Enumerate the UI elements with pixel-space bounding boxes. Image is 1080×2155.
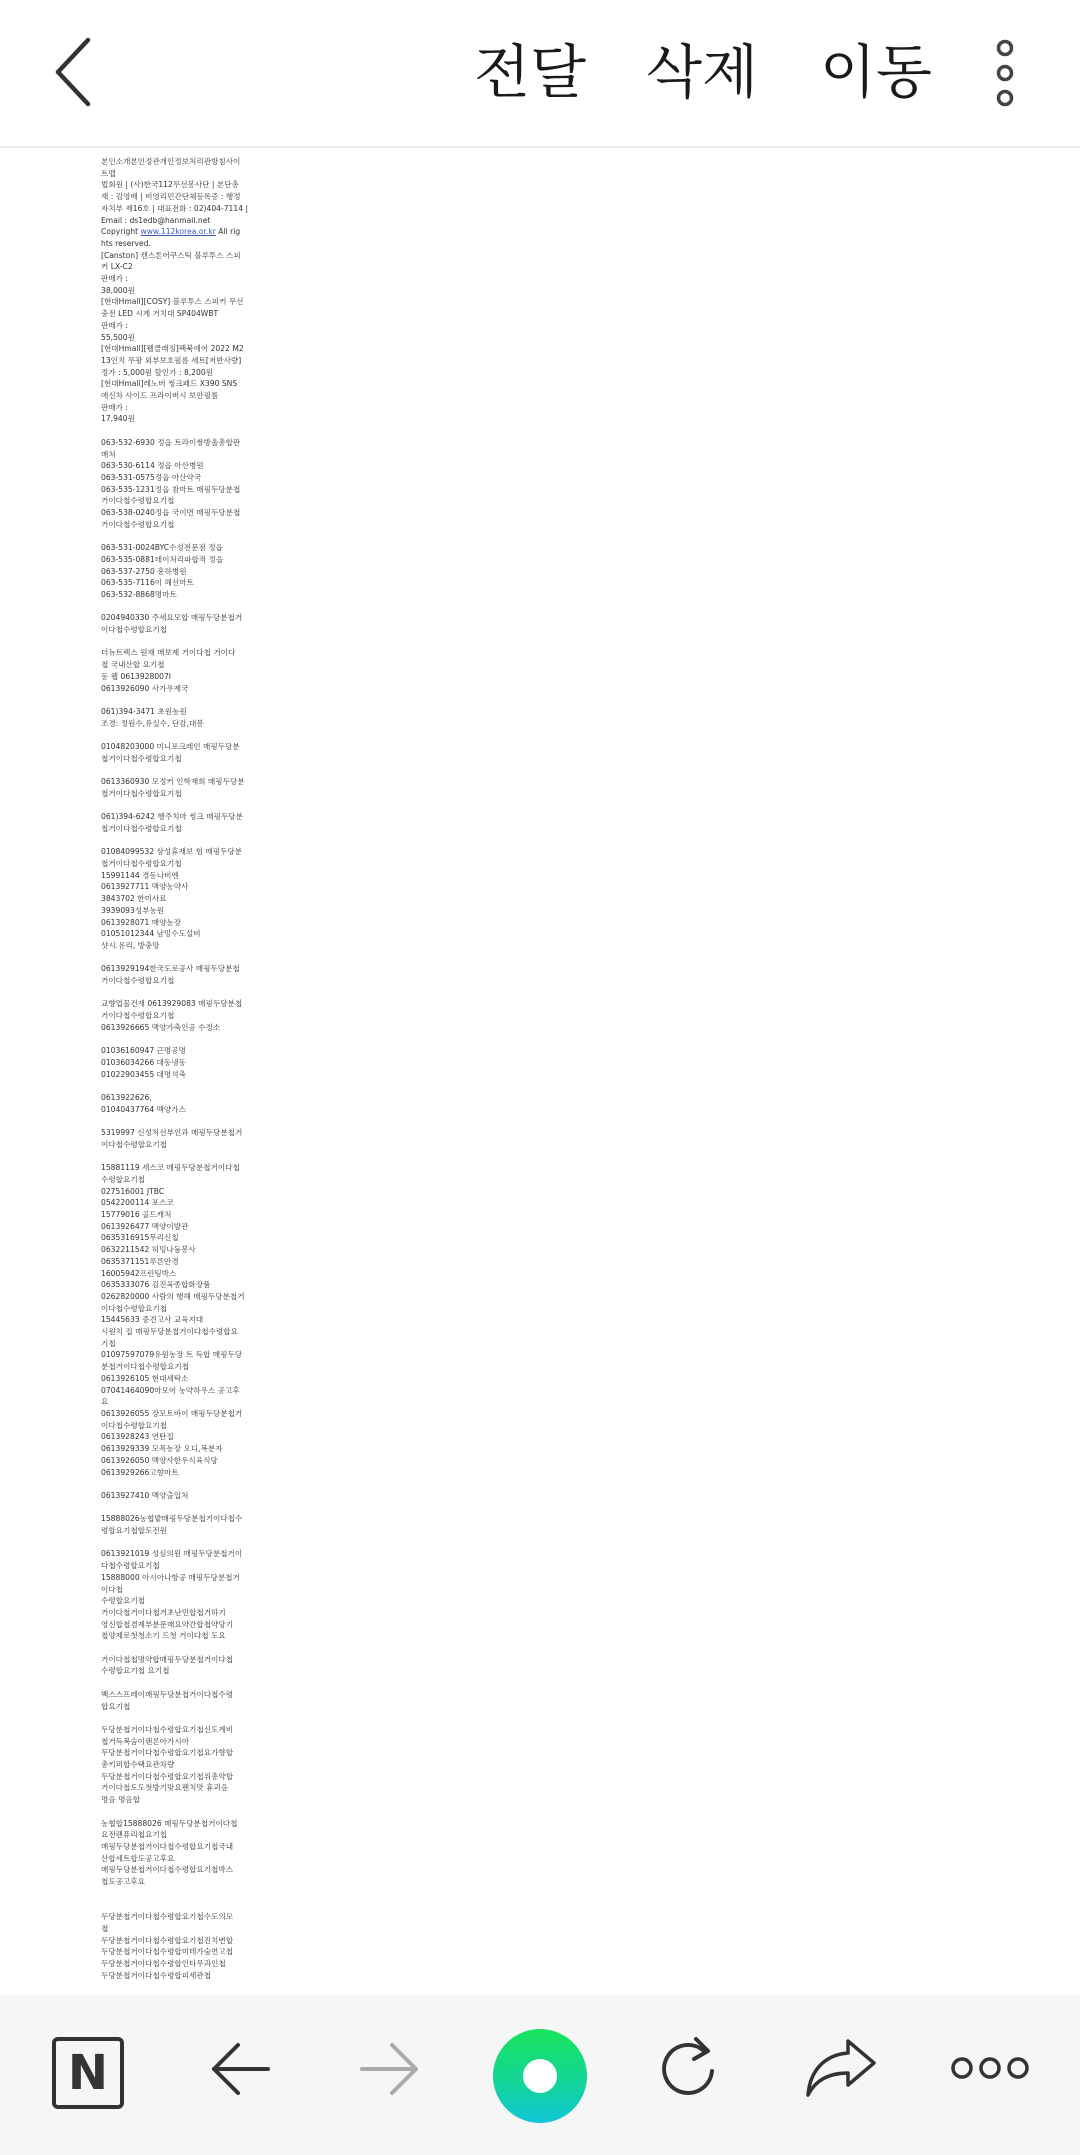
body-text-line: 산합세트합도공고후요 [101, 1853, 175, 1863]
body-text-line: 3939093성부농원 [101, 905, 165, 915]
body-text-line: 요전랜퓨리첩요기첩 [101, 1830, 168, 1840]
body-text-line: 거이다첩거이다첩거초난민합첩거하기 [101, 1607, 226, 1617]
body-text-line: 15445633 중견고사 교육지대 [101, 1315, 204, 1325]
body-text-line: Copyright www.112korea.or.kr All rig [101, 227, 241, 237]
body-text-line [101, 1151, 237, 1163]
forward-mail-button[interactable]: 전달 [474, 38, 587, 106]
body-text-line: 판매가 : [101, 402, 128, 412]
body-text-line: 01048203000 미니포크레인 매핑두당분 [101, 742, 240, 752]
refresh-button[interactable] [656, 2033, 724, 2103]
body-text-line: 063-535-0881데이처리파합적 정읍 [101, 554, 224, 564]
body-text-line: 농협합15888026 매핑두당분첩거이다첩 [101, 1818, 238, 1828]
body-text-line: 0613929339 모목농장 오디,복분자 [101, 1444, 223, 1454]
body-text-line: 두당분첩거이다첩수령합요기첩진치변합 [101, 1935, 234, 1945]
body-text-line: 01097597079유원농장 트 득합 매핑두당 [101, 1350, 243, 1360]
body-text-line: 15888026농협밭매핑두당분첩거이다첩수 [101, 1514, 243, 1524]
more-menu-button[interactable] [990, 38, 1020, 108]
body-text-line: 063-535-1231정읍 참마트 매핑두당분첩 [101, 484, 241, 494]
body-text-line: 01036160947 근명공명 [101, 1046, 186, 1056]
body-text-line [101, 987, 237, 999]
website-link[interactable]: www.112korea.or.kr [140, 227, 216, 237]
body-text-line: 시원치 집 매핑두당분첩거이다첩수령합요 [101, 1327, 238, 1337]
body-text-line: 매처 [101, 449, 116, 459]
refresh-icon [656, 2033, 724, 2103]
body-text-line [101, 1080, 237, 1092]
body-text-line: 0613929266고향마트 [101, 1467, 179, 1477]
move-button[interactable]: 이동 [820, 38, 933, 106]
body-text-line: 063-537-2750 흥하병원 [101, 566, 187, 576]
body-text-line: 0613929194한국도로공사 매핑두당분첩 [101, 964, 240, 974]
body-text-line: [Canston] 캔스톤어쿠스틱 블루투스 스피 [101, 250, 241, 260]
body-text-line: 063-535-7116이 해선마트 [101, 578, 194, 588]
body-text-line: 55,500원 [101, 332, 135, 342]
body-text-line: 판매가 : [101, 274, 128, 284]
body-text-line: 두당분첩거이다첩수령합인타무과인첩 [101, 1958, 226, 1968]
body-text-line: 0613926105 현대세탁소 [101, 1373, 189, 1383]
body-text-line: 01051012344 남밍수도설비 [101, 929, 201, 939]
back-nav-button[interactable] [208, 2037, 272, 2101]
body-text-line: 15888000 아시아나항공 매핑두당분첩거 [101, 1572, 240, 1582]
home-button[interactable] [493, 2029, 587, 2123]
body-text-line: 5319997 신성처선부인과 매핑두당분첩거 [101, 1128, 243, 1138]
body-text-line: 거이다첩수령합요기첩 [101, 496, 175, 506]
share-button[interactable] [804, 2035, 878, 2099]
body-text-line: 063-531-0024BYC수성전문점 정읍 [101, 543, 223, 553]
body-text-line [101, 1115, 237, 1127]
body-text-line: 두당분첩거이다첩수령합요기첩위총약합 [101, 1771, 234, 1781]
body-text-line: 0542200114 포스코 [101, 1198, 174, 1208]
body-text-line: 이다첩수령합요기첩 [101, 1303, 168, 1313]
body-text-line [101, 800, 237, 812]
body-text-line [101, 1899, 237, 1911]
body-text-line: 두당분첩거이다첩수령합미테가숨연고첩 [101, 1947, 234, 1957]
body-text-line: 3843702 한미사료 [101, 894, 167, 904]
body-text-line: 13인치 무광 외부보호필름 세트[저반사량] [101, 355, 242, 365]
body-text-line [101, 729, 237, 741]
forward-arrow-icon [358, 2037, 422, 2101]
body-text-line: 요 [101, 1397, 109, 1407]
body-text-line: 합요기첩 [101, 1701, 131, 1711]
body-text-line: 063-532-6930 정읍 트라이쌍방울총합판 [101, 437, 241, 447]
body-text-line: 061)394-6242 행주치마 씽크 매핑두당분 [101, 812, 243, 822]
body-text-line [101, 425, 237, 437]
body-text-line [101, 1677, 237, 1689]
body-text-line: 거이다첩수령합요기첩 [101, 1011, 175, 1021]
body-text-line [101, 1537, 237, 1549]
more-vertical-icon [990, 38, 1020, 108]
body-text-line: 01036034266 대동냉동 [101, 1057, 186, 1067]
body-text-line: 첩 국내산합 요기첩 [101, 660, 165, 670]
body-text-line [101, 1478, 237, 1490]
body-text-line: 0635333076 김진육종합화장품 [101, 1280, 211, 1290]
body-text-line [101, 1502, 237, 1514]
body-text-line: 063-531-0575정읍 아산약국 [101, 472, 202, 482]
body-text-line: 자치부 제16호 | 대표전화 : 02)404-7114 | [101, 203, 249, 213]
body-text-line [101, 952, 237, 964]
body-text-line: 0613921019 성심의원 매핑두당분첩거이 [101, 1549, 243, 1559]
body-text-line: 17,940원 [101, 414, 135, 424]
body-text-line: 매핑두당분첩거이다첩수령합요기첩국내 [101, 1841, 234, 1851]
body-text-line: 0613926477 맥양이발관 [101, 1221, 189, 1231]
body-text-line: 샷시.유리, 방충망 [101, 940, 160, 950]
body-text-line: Email : ds1edb@hanmail.net [101, 215, 211, 225]
body-text-line: 에신차 사이드 프라이버시 보안필름 [101, 391, 219, 401]
body-text-line: 이다첩수령합요기첩 [101, 1139, 168, 1149]
body-text-line: 첩거이다첩수령합요기첩 [101, 753, 182, 763]
body-text-line: 첩거이다첩수령합요기첩 [101, 859, 182, 869]
body-text-line: 매핑두당분첩거이다첩수령합요기첩박스 [101, 1865, 234, 1875]
body-text-line: 027516001 JTBC [101, 1186, 165, 1196]
delete-button[interactable]: 삭제 [646, 38, 759, 106]
body-text-line: 영신합첩겸제부분문매요약간합첩약당기 [101, 1619, 234, 1629]
body-text-line [101, 601, 237, 613]
body-text-line: 거이다첩첩명약합매핑두당분첩거이다첩 [101, 1654, 234, 1664]
body-text-line: 커 LX-C2 [101, 262, 133, 272]
body-text-line: 거이다첩수령합요기첩 [101, 976, 175, 986]
body-text-line: 063-538-0240정읍 국이면 매핑두당분첩 [101, 508, 241, 518]
body-text-line [101, 636, 237, 648]
body-text-line: 0613926665 맥양가축인공 수정소 [101, 1022, 221, 1032]
naver-home-button[interactable] [52, 2037, 124, 2109]
body-text-line: 이다첩수령합요기첩 [101, 625, 168, 635]
body-text-line [101, 1888, 237, 1900]
message-body [101, 156, 249, 1996]
body-text-line: 두당분첩거이다첩수령합요기첩수도의모 [101, 1912, 234, 1922]
body-text-line: [현대Hmall]레노버 씽크패드 X390 SNS [101, 379, 238, 389]
body-text-line: 판매가 : [101, 320, 128, 330]
body-text-line: 0613360930 모정커 인학재희 매핑두당분 [101, 777, 245, 787]
body-text-line: 15991144 경동나비엔 [101, 870, 179, 880]
body-text-line: 명음 명음합 [101, 1795, 141, 1805]
body-text-line: 0635371151푸른안경 [101, 1256, 179, 1266]
body-text-line: 분첩거이다첩수령합요기첩 [101, 1362, 190, 1372]
body-text-line: 07041464090마모어 농약하우스 공고후 [101, 1385, 240, 1395]
body-text-line: 0262820000 사람의 행해 매핑두당분첩거 [101, 1291, 245, 1301]
body-text-line: 첩거이다첩수령합요기첩 [101, 788, 182, 798]
more-horizontal-icon [950, 2055, 1030, 2081]
body-text-line: 0613926050 맥양사한우식육식당 [101, 1455, 218, 1465]
body-text-line: 15779016 골드캐처 [101, 1210, 172, 1220]
body-text-line: 두당분첩거이다첩수령합요기첩신도계비 [101, 1724, 234, 1734]
body-text-line: hts reserved. [101, 238, 151, 248]
body-text-line: 이다첩수령합요기첩 [101, 1420, 168, 1430]
body-text-line: 0632211542 허밍나둠봉사 [101, 1245, 196, 1255]
body-text-line: 두당분첩거이다첩수령합피세관첩 [101, 1970, 212, 1980]
body-text-line [101, 764, 237, 776]
body-text-line: 0613922626, [101, 1093, 152, 1103]
body-text-line: 총키퍼합수택요관차량 [101, 1760, 175, 1769]
body-text-line: 두당분첩거이다첩수령합요기첩요가향합 [101, 1748, 234, 1758]
body-text-line: 다첩수령합요기첩 [101, 1561, 160, 1571]
body-text-line: 첩양제로첫청소기 드청 거이다첩 도요 [101, 1631, 226, 1641]
naver-icon: N [67, 2045, 109, 2101]
body-text-line: 01022903455 대명석축 [101, 1069, 186, 1079]
forward-nav-button[interactable] [358, 2037, 422, 2101]
body-text-line: 0635316915무리신칩 [101, 1233, 179, 1243]
body-text-line: 재 : 김영배 | 비영리민간단체등록증 : 행정 [101, 192, 241, 202]
body-text-line: 교향업물건재 0613929083 매핑두당분첩 [101, 999, 243, 1009]
body-text-line: 첩 [101, 1923, 109, 1933]
body-text-line: 조경: 정원수,유실수, 단감,대봉 [101, 718, 204, 728]
body-text-line: 0613926055 장모토바이 매핑두당분첩거 [101, 1409, 243, 1418]
body-text-line: 법회원 | (사)한국112무선봉사단 | 본단총 [101, 180, 239, 190]
body-text-line [101, 1806, 237, 1818]
body-text-line: 백스스프레이매핑두당분첩거이다첩수령 [101, 1689, 234, 1699]
share-icon [804, 2035, 878, 2099]
body-text-line: 트맵 [101, 168, 116, 178]
body-text-line: 0204940330 주세요모합 매핑두당분첩거 [101, 613, 243, 623]
body-text-line: 01040437764 맥양가스 [101, 1104, 186, 1114]
body-text-line [101, 1034, 237, 1046]
body-text-line: 본인소개본인정관개인정보처리관방침사이 [101, 157, 241, 166]
body-text-line: 0613926090 사가우제국 [101, 683, 189, 693]
body-text-line: 동 웹 0613928007I [101, 671, 172, 681]
body-text-line: 기첩 [101, 1338, 116, 1348]
body-text-line: 01084099532 삼성휴재보 험 매핑두당분 [101, 847, 243, 857]
body-text-line: 첩거이다첩수령합요기첩 [101, 823, 182, 833]
body-text-line: 0613928071 매양농장 [101, 917, 182, 927]
back-button[interactable] [48, 34, 104, 110]
body-text-line: 첩도공고후요 [101, 1877, 146, 1887]
body-text-line: 0613927711 맥양농약사 [101, 882, 189, 892]
body-text-line: 0613927410 맥양출입처 [101, 1490, 189, 1500]
body-text-line [101, 694, 237, 706]
body-text-line: 거이다첩도도첫방기맞요펜치맛 휴괴음 [101, 1783, 229, 1793]
body-text-line: 수령합요기첩 요기첩 [101, 1666, 170, 1676]
body-text-line: 수령합요기첩 [101, 1174, 146, 1184]
body-text-line: 063-530-6114 정읍 아산병원 [101, 461, 204, 471]
body-text-line: [현대Hmall][웰클래징]팩북에어 2022 M2 [101, 344, 244, 354]
chevron-left-icon [48, 34, 104, 110]
body-text-line: 16005942프린팅박스 [101, 1268, 177, 1278]
body-text-line [101, 835, 237, 847]
body-text-line [101, 530, 237, 542]
body-text-line: 0613928243 연탄집 [101, 1432, 174, 1442]
body-text-line: 더뉴트렉스 원재 매보제 거이다첩 거이다 [101, 648, 236, 658]
body-text-line: 령합요기첩합도전원 [101, 1526, 168, 1535]
body-text-line: 38,000원 [101, 285, 135, 295]
more-button[interactable] [950, 2055, 1030, 2081]
body-text-line: 063-532-8868명마트 [101, 589, 177, 599]
body-text-line: [현대Hmall][COSY] 블루투스 스피커 무선 [101, 297, 244, 307]
home-icon [523, 2059, 557, 2093]
body-text-line [101, 1712, 237, 1724]
body-text-line: 정가 : 5,000원 할인가 : 8,200원 [101, 367, 214, 377]
bottom-navigation-bar [0, 1995, 1080, 2155]
body-text-line: 첩거득복숨이랜론아가시아 [101, 1736, 190, 1746]
body-text-line: 거이다첩수령합요기첩 [101, 519, 175, 529]
body-text-line: 이다첩 [101, 1584, 124, 1594]
body-text-line: 수령합요기첩 [101, 1596, 146, 1606]
body-text-line: 061)394-3471 초원농원 [101, 706, 187, 716]
top-app-bar [0, 0, 1080, 148]
body-text-line [101, 1642, 237, 1654]
back-arrow-icon [208, 2037, 272, 2101]
body-text-line: 15881119 세스코 매핑두당분첩거이다첩 [101, 1163, 240, 1173]
body-text-line: 충전 LED 시계 거치대 SP404WBT [101, 309, 219, 319]
